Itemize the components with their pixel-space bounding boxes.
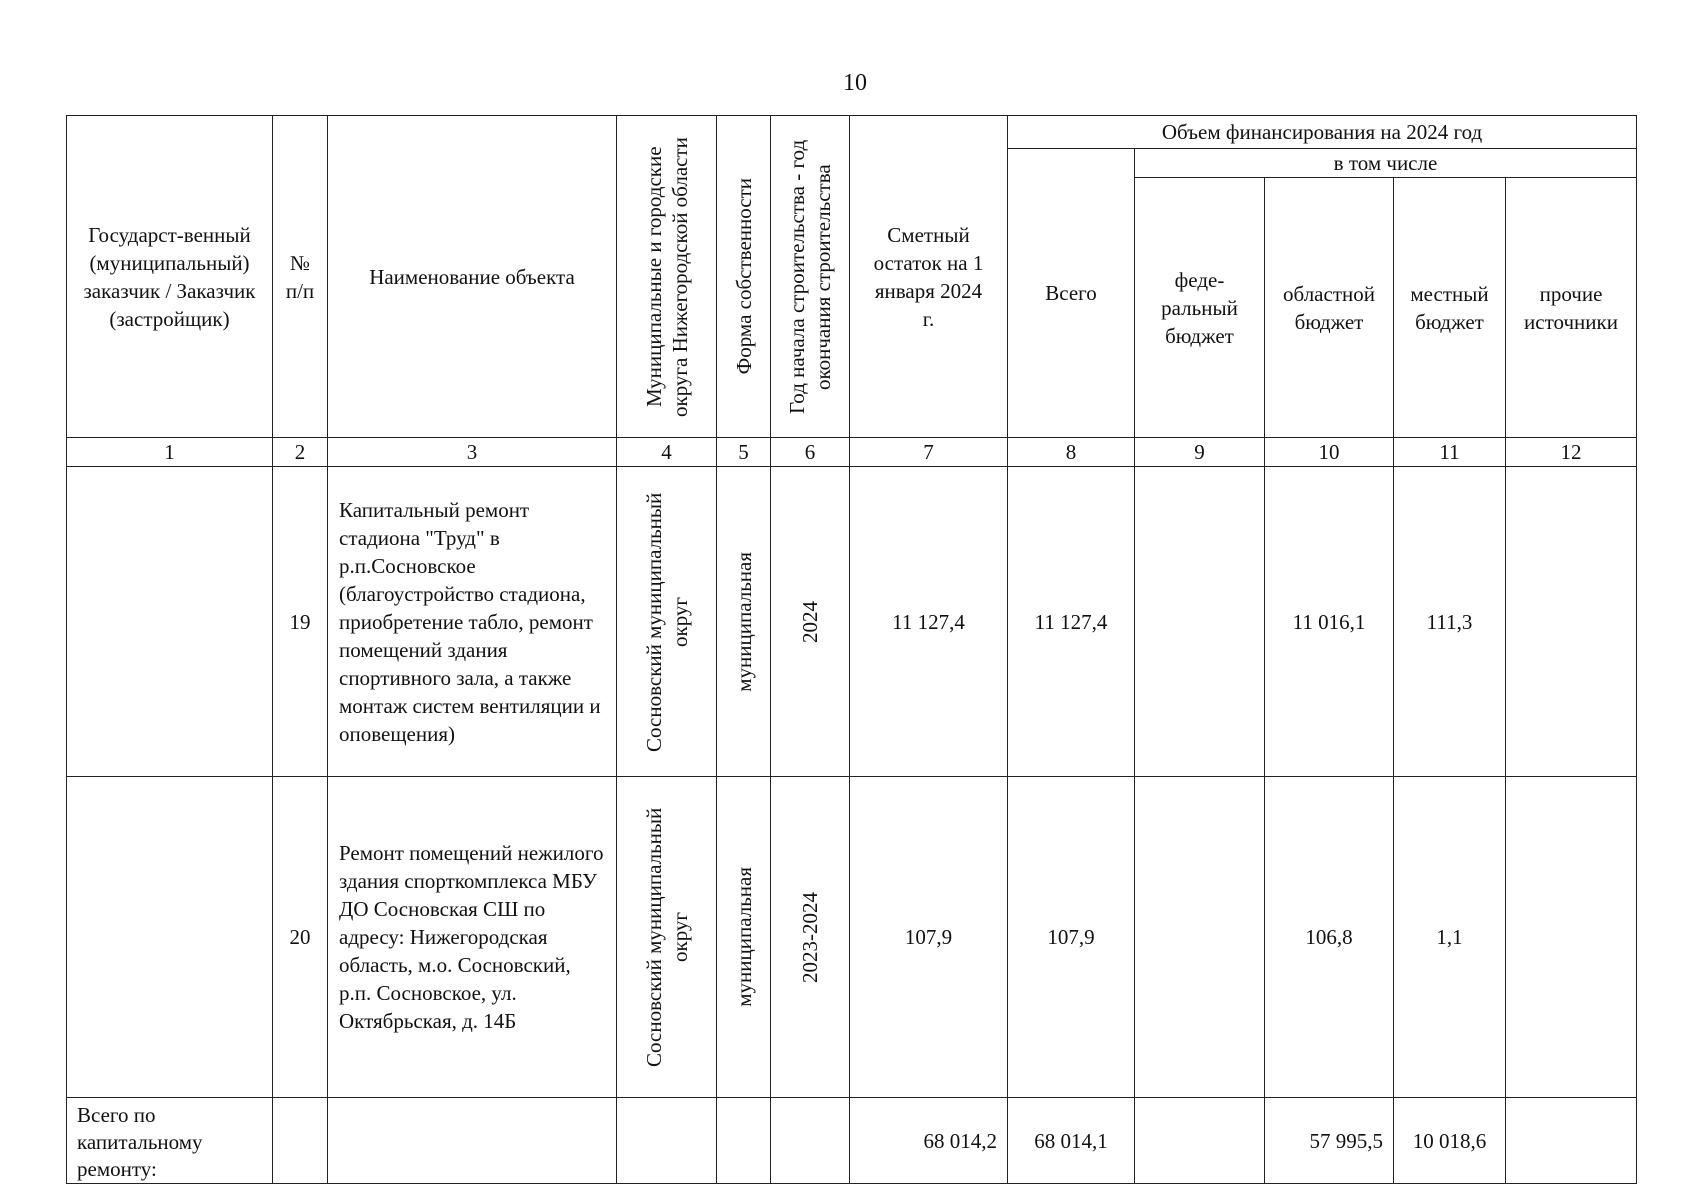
col-number: 1: [67, 438, 273, 467]
header-estimate: Сметный остаток на 1 января 2024 г.: [850, 116, 1008, 438]
col-number: 11: [1394, 438, 1506, 467]
totals-row: [67, 1098, 1637, 1184]
row-estimate: 107,9: [850, 777, 1008, 1098]
totals-empty: [328, 1098, 617, 1184]
row-ownership: муниципальная: [717, 777, 771, 1098]
header-federal: феде-ральный бюджет: [1135, 178, 1265, 438]
row-local: 111,3: [1394, 467, 1506, 777]
row-local: 1,1: [1394, 777, 1506, 1098]
totals-local: 10 018,6: [1394, 1098, 1506, 1184]
col-number: 9: [1135, 438, 1265, 467]
row-regional: 106,8: [1265, 777, 1394, 1098]
totals-empty: [273, 1098, 328, 1184]
totals-label: Всего по капитальному ремонту:: [67, 1098, 273, 1184]
totals-other: [1506, 1098, 1637, 1184]
header-funding-2024: Объем финансирования на 2024 год: [1008, 116, 1637, 149]
row-municipality: Сосновский муниципальный округ: [617, 777, 717, 1098]
row-estimate: 11 127,4: [850, 467, 1008, 777]
col-number: 6: [771, 438, 850, 467]
totals-federal: [1135, 1098, 1265, 1184]
row-other: [1506, 777, 1637, 1098]
row-federal: [1135, 467, 1265, 777]
row-years: 2024: [771, 467, 850, 777]
row-federal: [1135, 777, 1265, 1098]
header-local: местный бюджет: [1394, 178, 1506, 438]
row-customer: [67, 777, 273, 1098]
col-number: 2: [273, 438, 328, 467]
col-number: 5: [717, 438, 771, 467]
table-row: [67, 777, 1637, 1098]
col-number: 8: [1008, 438, 1135, 467]
totals-total: 68 014,1: [1008, 1098, 1135, 1184]
header-other: прочие источники: [1506, 178, 1637, 438]
header-num: № п/п: [273, 116, 328, 438]
totals-empty: [617, 1098, 717, 1184]
row-years: 2023-2024: [771, 777, 850, 1098]
col-number: 12: [1506, 438, 1637, 467]
header-customer: Государст-венный (муниципальный) заказчик / Заказчик (застройщик): [67, 116, 273, 438]
row-object-name: Ремонт помещений нежилого здания спорткомплекса МБУ ДО Сосновская СШ по адресу: Нижегородская область, м.о. Сосновский, р.п. Сосновское, ул. Октябрьская, д. 14Б: [328, 777, 617, 1098]
header-municipalities: Муниципальные и городские округа Нижегородской области: [617, 116, 717, 438]
col-number: 4: [617, 438, 717, 467]
totals-regional: 57 995,5: [1265, 1098, 1394, 1184]
totals-estimate: 68 014,2: [850, 1098, 1008, 1184]
row-other: [1506, 467, 1637, 777]
totals-empty: [771, 1098, 850, 1184]
row-municipality: Сосновский муниципальный округ: [617, 467, 717, 777]
table-row: [67, 467, 1637, 777]
row-regional: 11 016,1: [1265, 467, 1394, 777]
row-ownership: муниципальная: [717, 467, 771, 777]
row-customer: [67, 467, 273, 777]
header-regional: областной бюджет: [1265, 178, 1394, 438]
column-numbers-row: [67, 438, 1637, 467]
header-ownership: Форма собственности: [717, 116, 771, 438]
row-total: 107,9: [1008, 777, 1135, 1098]
row-num: 20: [273, 777, 328, 1098]
col-number: 3: [328, 438, 617, 467]
budget-table: [66, 115, 1637, 1184]
row-object-name: Капитальный ремонт стадиона "Труд" в р.п.Сосновское (благоустройство стадиона, приобретение табло, ремонт помещений здания спортивного зала, а также монтаж систем вентиляции и оповещения): [328, 467, 617, 777]
header-total: Всего: [1008, 149, 1135, 438]
header-years: Год начала строительства - год окончания строительства: [771, 116, 850, 438]
col-number: 10: [1265, 438, 1394, 467]
col-number: 7: [850, 438, 1008, 467]
totals-empty: [717, 1098, 771, 1184]
row-total: 11 127,4: [1008, 467, 1135, 777]
header-including: в том числе: [1135, 149, 1637, 178]
page-number: 10: [843, 70, 867, 96]
header-object-name: Наименование объекта: [328, 116, 617, 438]
row-num: 19: [273, 467, 328, 777]
